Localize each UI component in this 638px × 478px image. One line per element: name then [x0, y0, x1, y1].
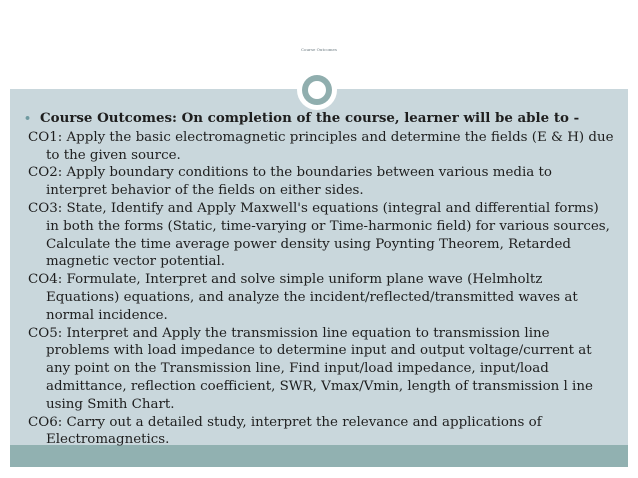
- outcome-co2: CO2: Apply boundary conditions to the boundaries between various media to interpret behavior of the fields on either sides.: [28, 165, 552, 199]
- outcome-co4: CO4: Formulate, Interpret and solve simple uniform plane wave (Helmholtz Equations) equations, and analyze the incident/reflected/transmitted waves at normal incidence.: [28, 272, 578, 323]
- outcome-co5: CO5: Interpret and Apply the transmission line equation to transmission line problems with load impedance to determine input and output voltage/current at any point on the Transmission line, Find input/load impedance, input/load admittance, reflection coefficient, SWR, Vmax/Vmin, length of transmission l ine using Smith Chart.: [28, 325, 593, 412]
- slide-title: Course Outcomes: [301, 47, 337, 52]
- outcomes-heading-text: Course Outcomes: On completion of the course, learner will be able to -: [40, 110, 580, 126]
- outcome-co6: CO6: Carry out a detailed study, interpret the relevance and applications of Electromagnetics.: [28, 414, 542, 448]
- slide-body: [24, 110, 615, 449]
- outcome-co3: CO3: State, Identify and Apply Maxwell's equations (integral and differential forms) in both the forms (Static, time-varying or Time-harmonic field) for various sources, Calculate the time average power density using Poynting Theorem, Retarded magnetic vector potential.: [28, 200, 610, 270]
- outcomes-heading: [24, 110, 615, 128]
- ring-icon-center: [308, 81, 326, 99]
- outcome-co1: CO1: Apply the basic electromagnetic principles and determine the fields (E & H) due to the given source.: [28, 129, 614, 163]
- bullet-icon: •: [24, 112, 32, 125]
